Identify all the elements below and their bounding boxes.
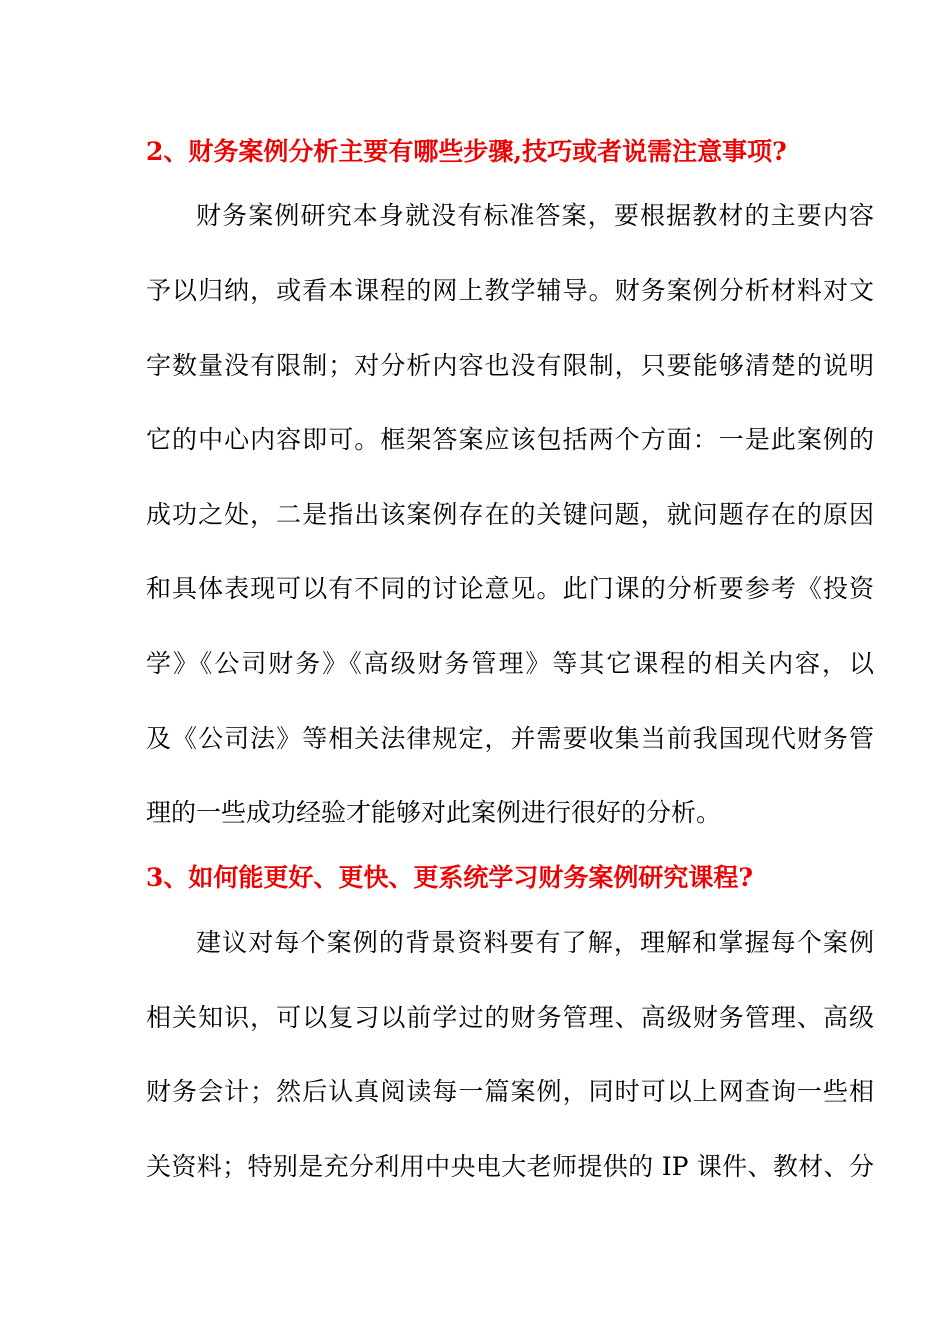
paragraph-line: 字数量没有限制；对分析内容也没有限制，只要能够清楚的说明 [146, 351, 874, 380]
paragraph-line: 予以归纳，或看本课程的网上教学辅导。财务案例分析材料对文 [146, 276, 874, 305]
paragraph-line: 建议对每个案例的背景资料要有了解，理解和掌握每个案例 [196, 928, 874, 957]
paragraph-line: 理的一些成功经验才能够对此案例进行很好的分析。 [146, 798, 722, 827]
paragraph-line: 财务会计；然后认真阅读每一篇案例，同时可以上网查询一些相 [146, 1077, 874, 1106]
paragraph-line: 和具体表现可以有不同的讨论意见。此门课的分析要参考《投资 [146, 574, 874, 603]
paragraph-line: 成功之处，二是指出该案例存在的关键问题，就问题存在的原因 [146, 500, 874, 529]
paragraph-line: 相关知识，可以复习以前学过的财务管理、高级财务管理、高级 [146, 1003, 874, 1032]
section-heading-2: 2、财务案例分析主要有哪些步骤,技巧或者说需注意事项? [146, 137, 787, 166]
paragraph-line: 财务案例研究本身就没有标准答案，要根据教材的主要内容 [196, 201, 874, 230]
paragraph-line: 及《公司法》等相关法律规定，并需要收集当前我国现代财务管 [146, 724, 874, 753]
paragraph-line: 学》《公司财务》《高级财务管理》等其它课程的相关内容，以 [146, 649, 874, 678]
paragraph-line: 它的中心内容即可。框架答案应该包括两个方面：一是此案例的 [146, 425, 874, 454]
paragraph-line: 关资料；特别是充分利用中央电大老师提供的 IP 课件、教材、分 [146, 1152, 874, 1181]
section-heading-3: 3、如何能更好、更快、更系统学习财务案例研究课程? [146, 863, 754, 892]
